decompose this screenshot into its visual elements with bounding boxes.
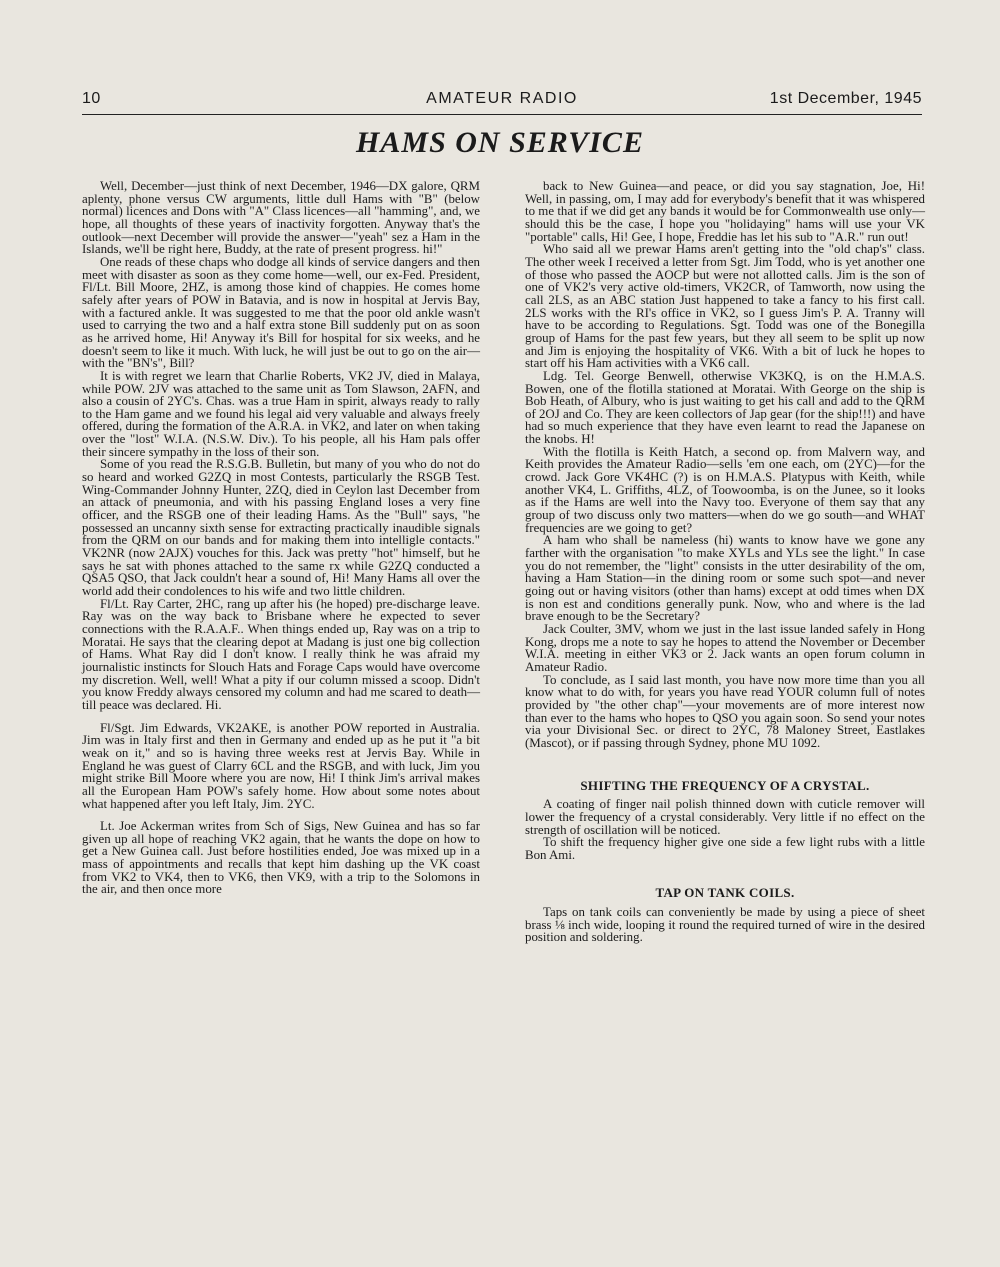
paragraph: It is with regret we learn that Charlie Roberts, VK2 JV, died in Malaya, while POW. 2JV was attached to the same unit as Tom Slawson, 2AFN, and also a cousin of 2YC's. Chas. was a true Ham in spirit, always ready to rally to the Ham game and we found his legal aid very valuable and always freely offered, during the formation of the A.R.A. in VK2, and later on when taking over the "lost" W.I.A. (N.S.W. Div.). To his people, all his Ham pals offer their sincere sympathy in the loss of their son. xyxy=(82,368,480,459)
paragraph: To conclude, as I said last month, you have now more time than you all know what to do with, for years you have read YOUR column full of notes provided by "the other chap"—your movements are of more interest now than ever to the hams who hopes to QSO you again soon. So send your notes via your Divisional Sec. or direct to 2YC, 78 Maloney Street, Eastlakes (Mascot), or if passing through Sydney, phone MU 1092. xyxy=(525,672,925,750)
paragraph: One reads of these chaps who dodge all kinds of service dangers and then meet with disaster as soon as they come home—well, our ex-Fed. President, Fl/Lt. Bill Moore, 2HZ, is among those kind of chappies. He comes home safely after years of POW in Batavia, and is now in hospital at Jervis Bay, with a factured ankle. It was suggested to me that the poor old ankle wasn't used to carrying the two and a half extra stone Bill suddenly put on as soon as he arrived home, Hi! Anyway it's Bill for hospital for six weeks, and he doesn't seem to like it much. With luck, he will just be out to go on the air—with the "BN's", Bill? xyxy=(82,254,480,371)
paragraph: Jack Coulter, 3MV, whom we just in the last issue landed safely in Hong Kong, drops me a note to say he hopes to attend the November or December W.I.A. meeting in either VK3 or 2. Jack wants an open forum column in Amateur Radio. xyxy=(525,621,925,674)
paragraph: back to New Guinea—and peace, or did you say stagnation, Joe, Hi! Well, in passing, om, I may add for everybody's benefit that it was whispered to me that if we did get any bands it would be for Commonwealth use only—should this be the case, I hope you "holidaying" hams will use your VK "portable" calls, Hi! Gee, I hope, Freddie has let his sub to "A.R." run out! xyxy=(525,179,925,244)
tank-paragraph: Taps on tank coils can conveniently be made by using a piece of sheet brass ⅛ inch wide, looping it round the required turned of wire in the desired position and soldering. xyxy=(525,905,925,945)
paragraph: Fl/Lt. Ray Carter, 2HC, rang up after his (he hoped) pre-discharge leave. Ray was on the way back to Brisbane where he expected to sever connections with the R.A.A.F.. When things ended up, Ray was on a trip to Moratai. He says that the clearing depot at Madang is just one big collection of Hams. What Ray did I don't know. I really think he was afraid my journalistic instincts for Slouch Hats and Forage Caps would have overcome my discretion. Well, well! What a pity if our column missed a scoop. Didn't you know Freddy always censored my column and had me scared to death—till peace was declared. Hi. xyxy=(82,596,480,712)
issue-date: 1st December, 1945 xyxy=(769,90,922,107)
crystal-heading: SHIFTING THE FREQUENCY OF A CRYSTAL. xyxy=(580,777,870,793)
left-column xyxy=(82,180,480,896)
page-header xyxy=(82,90,922,115)
paragraph: Ldg. Tel. George Benwell, otherwise VK3KQ, is on the H.M.A.S. Bowen, one of the flotilla stationed at Moratai. With George on the ship is Bob Heath, of Albury, who is just waiting to get his call and add to the QRM of 2OJ and Co. They are keen collectors of Jap gear (for the ship!!!) and have had so much experience that they have even learnt to read the Japanese on the knobs. H! xyxy=(525,368,925,447)
article-title: HAMS ON SERVICE xyxy=(356,126,644,159)
paragraph: Lt. Joe Ackerman writes from Sch of Sigs, New Guinea and has so far given up all hope of reaching VK2 again, that he wants the dope on how to get a New Guinea call. Just before hostilities ended, Joe was mixed up in a mass of appointments and recalls that kept him dashing up the VK coast from VK2 to VK4, then to VK6, then VK9, with a trip to the Solomons in the air, and then once more xyxy=(82,819,480,897)
crystal-paragraph: A coating of finger nail polish thinned down with cuticle remover will lower the frequency of a crystal considerably. Very little if no effect on the strength of oscillation will be noticed. xyxy=(525,797,925,837)
crystal-paragraph: To shift the frequency higher give one side a few light rubs with a little Bon Ami. xyxy=(525,835,925,862)
right-column xyxy=(525,180,925,944)
magazine-name: AMATEUR RADIO xyxy=(426,90,578,107)
paragraph: Some of you read the R.S.G.B. Bulletin, but many of you who do not do so heard and worked G2ZQ in most Contests, particularly the RSGB Test. Wing-Commander Johnny Hunter, 2ZQ, died in Ceylon last December from an attack of pneumonia, and with his passing England loses a very fine officer, and the RSGB one of their leading Hams. As the "Bull" says, "he possessed an uncanny sixth sense for extracting practically inaudible signals from the QRM on our bands and for making them into intelligle contacts." VK2NR (now 2AJX) vouches for this. Jack was pretty "hot" himself, but he says he sat with phones attached to the same rx while G2ZQ conducted a QSA5 QSO, that Jack couldn't hear a sound of, Hi! Many Hams all over the world add their condolences to his wife and two little children. xyxy=(82,457,480,598)
page-number: 10 xyxy=(82,90,101,107)
paragraph: A ham who shall be nameless (hi) wants to know have we gone any farther with the organisation "to make XYLs and YLs see the light." In case you do not remember, the "light" consists in the utter desirability of the om, having a Ham Station—in the dining room or some such spot—and never going out or having visitors (other than hams) except at odd times when DX is non est and conditions generally punk. Now, who and where is the lad brave enough to be the Secretary? xyxy=(525,533,925,624)
paragraph: Well, December—just think of next December, 1946—DX galore, QRM aplenty, phone versus CW arguments, little dull Hams with "B" (below normal) licences and Dons with "A" Class licences—all "hamming", and, we hope, all thoughts of these years of inactivity forgotten. Anyway that's the outlook—next December will provide the answer—"yeah" sez a Ham in the Islands, we'll be right here, Buddy, at the rate of present progress. hi!" xyxy=(82,179,480,257)
tank-heading: TAP ON TANK COILS. xyxy=(655,885,795,901)
paragraph: Fl/Sgt. Jim Edwards, VK2AKE, is another POW reported in Australia. Jim was in Italy first and then in Germany and ended up as he put it "a bit weak on it," and so is having three weeks rest at Jervis Bay. While in England he was guest of Clarry 6CL and the RSGB, and with luck, Jim you might strike Bill Moore where you are now, Hi! I think Jim's arrival makes all the European Ham POW's safely home. How about some notes about what happened after you left Italy, Jim. 2YC. xyxy=(82,720,480,811)
paragraph: Who said all we prewar Hams aren't getting into the "old chap's" class. The other week I received a letter from Sgt. Jim Todd, who is yet another one of those who passed the AOCP but were not allotted calls. Jim is the son of one of VK2's very active old-timers, VK2CR, of Tamworth, now using the call 2LS, as an ABC station Just happened to take a fancy to his first call. 2LS works with the RI's office in VK2, so I guess Jim's P. A. Tranny will have to be according to Regulations. Sgt. Todd was one of the Bonegilla group of Hams for the past few years, but they all seem to be split up now and Jim is enjoying the hospitality of VK6. With a bit of luck he hopes to start off his Ham activities with a VK6 call. xyxy=(525,242,925,371)
paragraph: With the flotilla is Keith Hatch, a second op. from Malvern way, and Keith provides the Amateur Radio—sells 'em one each, om (2YC)—for the crowd. Jack Gore VK4HC (?) is on H.M.A.S. Platypus with Keith, while another VK4, L. Griffiths, 4LZ, of Toowoomba, is on the Junee, so it looks as if the Hams are well into the Navy too. Everyone of them say that any group of two discuss only two matters—when do we go south—and WHAT frequencies are we going to get? xyxy=(525,444,925,535)
